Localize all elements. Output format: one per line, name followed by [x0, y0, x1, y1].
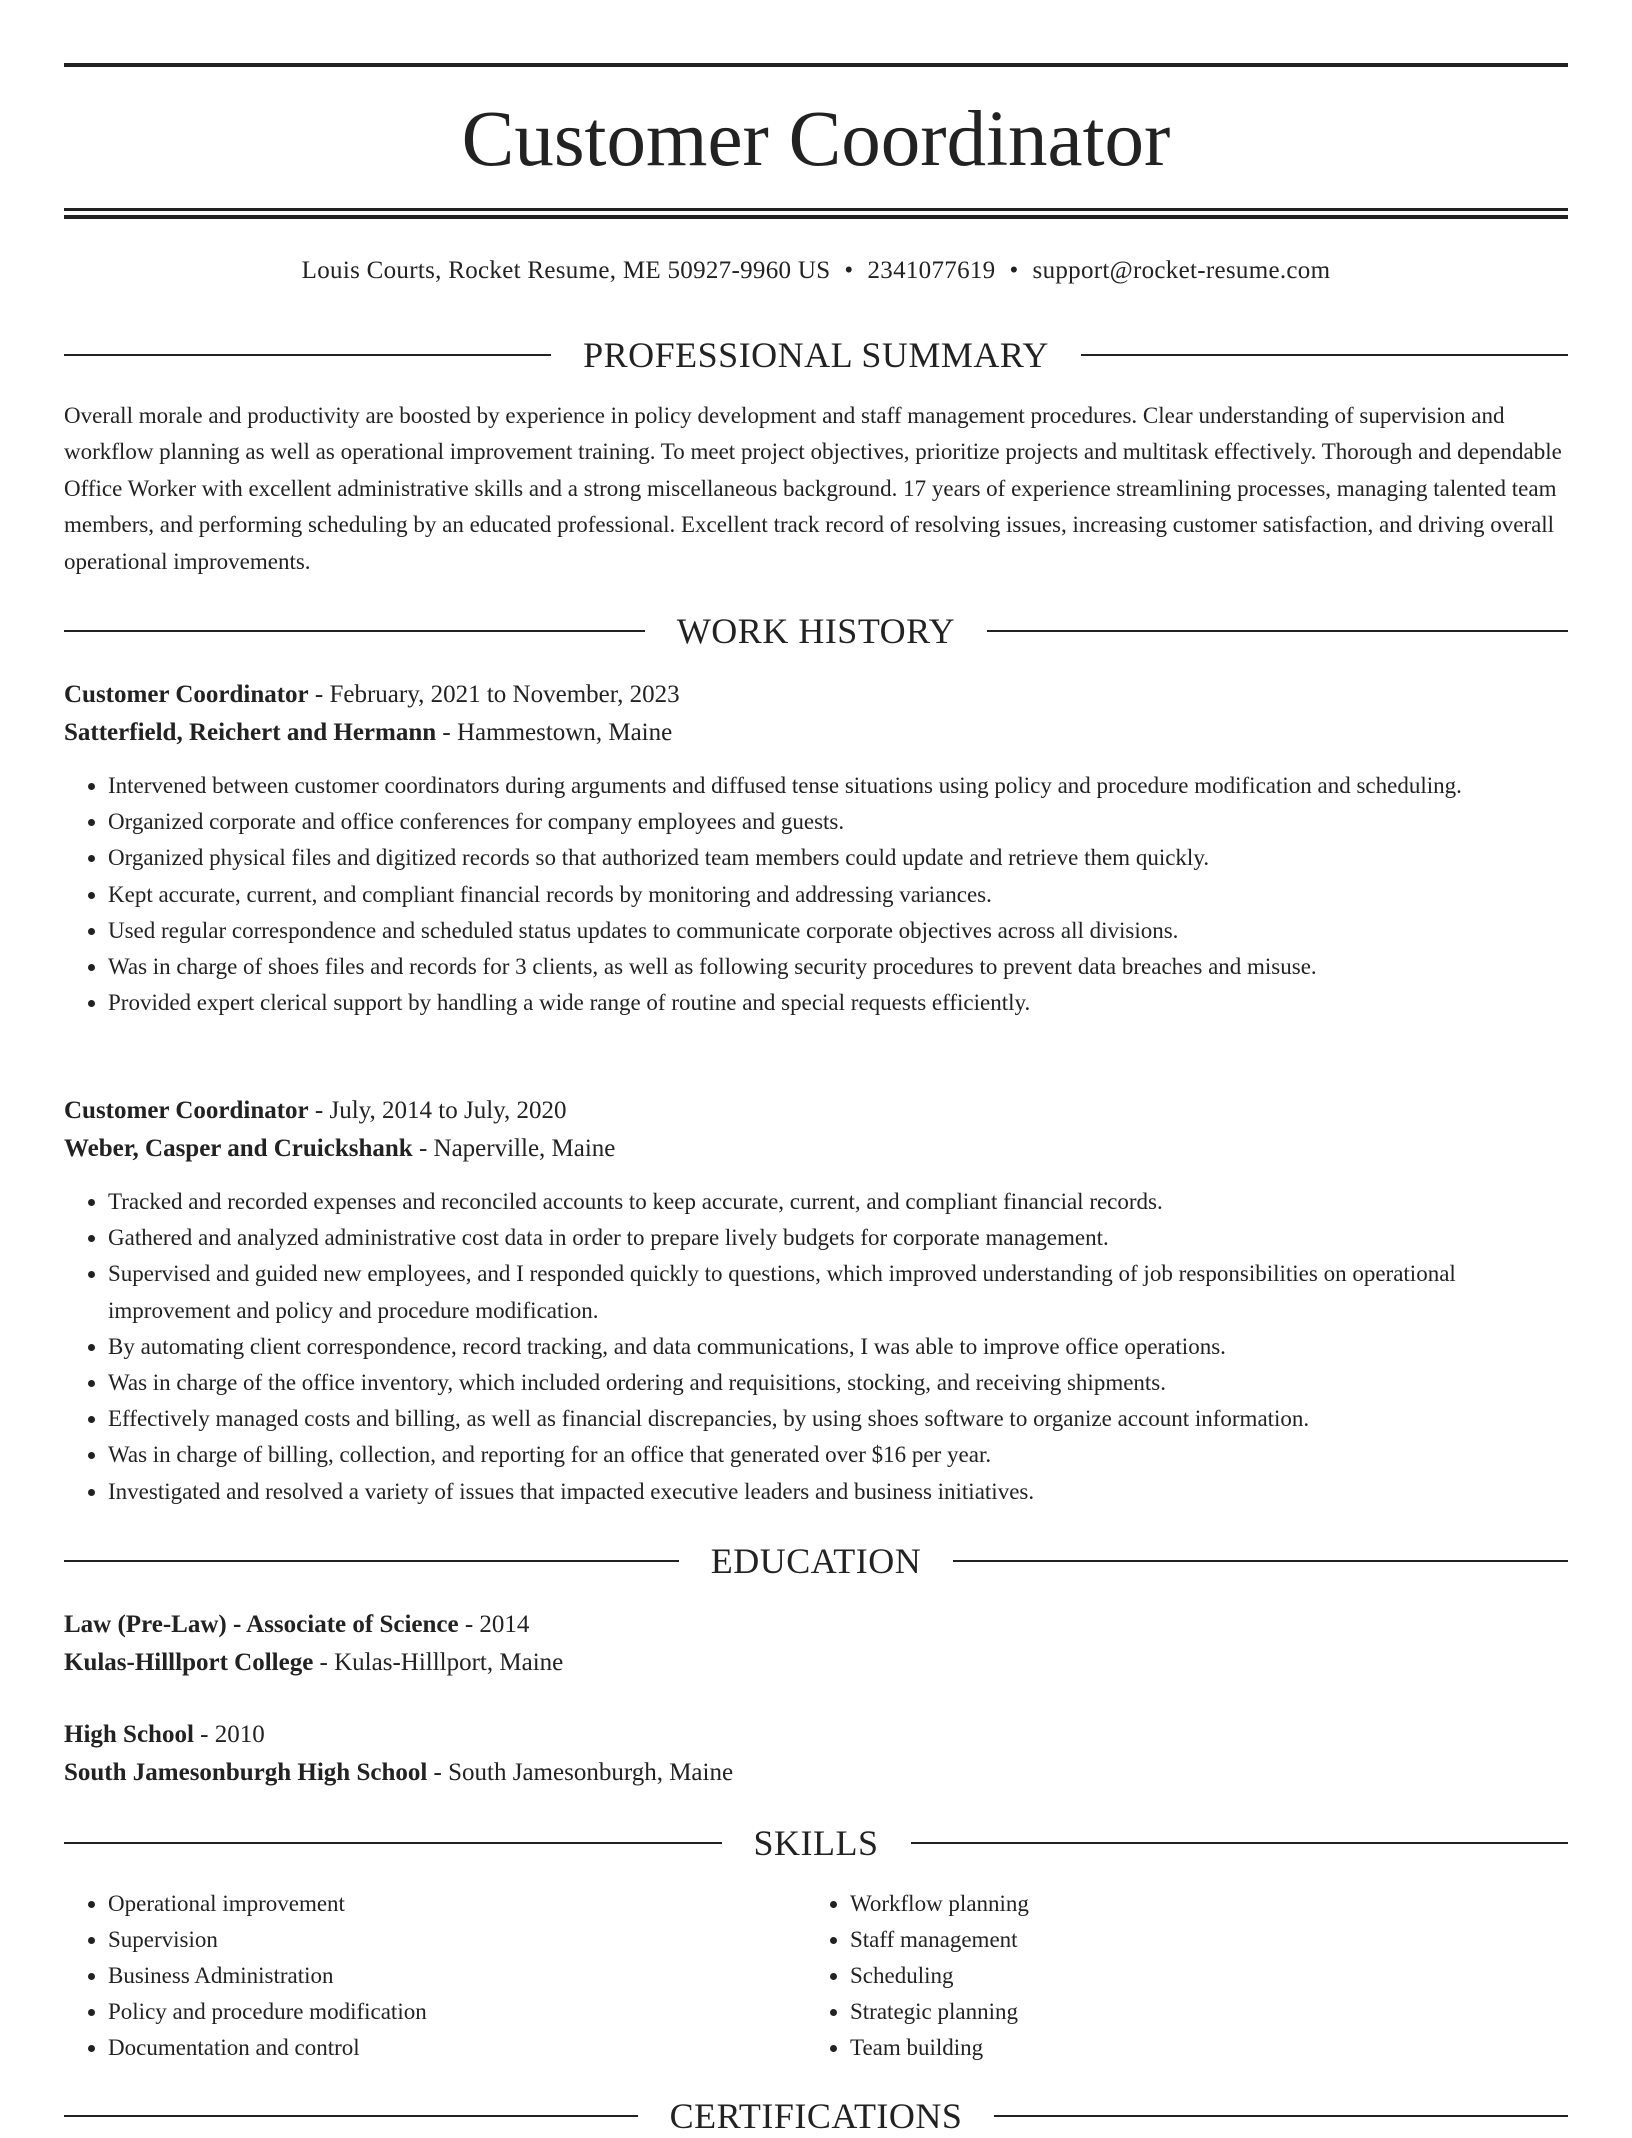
job-title: Customer Coordinator	[64, 1097, 309, 1124]
job-title: Customer Coordinator	[64, 681, 309, 708]
education-school-line	[64, 1754, 1568, 1792]
section-rule-right	[1081, 354, 1568, 356]
resume-name: Customer Coordinator	[461, 96, 1171, 183]
job-company-line	[64, 714, 1568, 752]
job-bullet: • Organized physical files and digitized records so that authorized team members could update and retrieve them quickly.	[108, 840, 1568, 876]
section-rule-right	[911, 1842, 1569, 1844]
skill-item: • Workflow planning	[850, 1886, 1550, 1922]
skills-list-right	[806, 1886, 1550, 2066]
section-rule-left	[64, 354, 551, 356]
section-title-certifications: CERTIFICATIONS	[669, 2096, 963, 2136]
education-school: Kulas-Hilllport College	[64, 1649, 314, 1676]
job-bullet: • Provided expert clerical support by handling a wide range of routine and special requests efficiently.	[108, 985, 1568, 1021]
job-title-line	[64, 676, 1568, 714]
job-bullet-list	[64, 1184, 1568, 1510]
skill-item: • Scheduling	[850, 1958, 1550, 1994]
job-bullet: • Investigated and resolved a variety of issues that impacted executive leaders and business initiatives.	[108, 1474, 1568, 1510]
education-degree-line	[64, 1606, 1568, 1644]
job-location: - Hammestown, Maine	[436, 719, 673, 746]
job-bullet: • By automating client correspondence, record tracking, and data communications, I was able to improve office operations.	[108, 1329, 1568, 1365]
education-year: - 2014	[458, 1611, 530, 1638]
job-dates: - February, 2021 to November, 2023	[308, 681, 680, 708]
section-rule-left	[64, 1560, 679, 1562]
section-title-summary: PROFESSIONAL SUMMARY	[583, 335, 1049, 375]
skill-item: • Staff management	[850, 1922, 1550, 1958]
contact-address: Louis Courts, Rocket Resume, ME 50927-9960 US	[301, 257, 831, 284]
job-bullet: • Was in charge of billing, collection, and reporting for an office that generated over $16 per year.	[108, 1437, 1568, 1473]
header-double-rule-lower	[64, 215, 1568, 219]
job-entry	[64, 676, 1568, 1021]
education-entry	[64, 1606, 1568, 1682]
contact-separator: •	[1009, 257, 1019, 284]
skill-item: • Team building	[850, 2030, 1550, 2066]
section-title-work: WORK HISTORY	[676, 611, 956, 651]
contact-separator: •	[844, 257, 854, 284]
section-header-work	[64, 609, 1568, 653]
education-year: - 2010	[193, 1721, 265, 1748]
job-bullet: • Gathered and analyzed administrative cost data in order to prepare lively budgets for corporate management.	[108, 1220, 1568, 1256]
education-location: - Kulas-Hilllport, Maine	[313, 1649, 564, 1676]
job-bullet: • Supervised and guided new employees, and I responded quickly to questions, which improved understanding of job responsibilities on operational improvement and policy and procedure modification.	[108, 1256, 1568, 1328]
job-bullet: • Organized corporate and office conferences for company employees and guests.	[108, 804, 1568, 840]
education-location: - South Jamesonburgh, Maine	[427, 1759, 734, 1786]
header-double-rule-upper	[64, 208, 1568, 211]
job-bullet: • Kept accurate, current, and compliant financial records by monitoring and addressing variances.	[108, 877, 1568, 913]
skills-list-left	[64, 1886, 808, 2066]
job-bullet-list	[64, 768, 1568, 1021]
section-rule-right	[994, 2115, 1568, 2117]
job-location: - Naperville, Maine	[412, 1135, 616, 1162]
education-degree: Law (Pre-Law) - Associate of Science	[64, 1611, 459, 1638]
job-company-line	[64, 1130, 1568, 1168]
header-top-rule	[64, 63, 1568, 67]
education-school-line	[64, 1644, 1568, 1682]
section-rule-left	[64, 1842, 722, 1844]
job-company: Weber, Casper and Cruickshank	[64, 1135, 413, 1162]
job-bullet: • Was in charge of shoes files and records for 3 clients, as well as following security procedures to prevent data breaches and misuse.	[108, 949, 1568, 985]
section-title-education: EDUCATION	[710, 1541, 922, 1581]
education-degree-line	[64, 1716, 1568, 1754]
section-header-summary	[64, 333, 1568, 377]
education-entry	[64, 1716, 1568, 1792]
skill-item: • Supervision	[108, 1922, 808, 1958]
section-rule-right	[953, 1560, 1568, 1562]
job-bullet: • Tracked and recorded expenses and reconciled accounts to keep accurate, current, and compliant financial records.	[108, 1184, 1568, 1220]
job-dates: - July, 2014 to July, 2020	[308, 1097, 567, 1124]
section-header-education	[64, 1539, 1568, 1583]
summary-text: Overall morale and productivity are boosted by experience in policy development and staff management procedures. Clear understanding of supervision and workflow planning as well as operational improvement training. To meet project objectives, prioritize projects and multitask effectively. Thorough and dependable Office Worker with excellent administrative skills and a strong miscellaneous background. 17 years of experience streamlining processes, managing talented team members, and performing scheduling by an educated professional. Excellent track record of resolving issues, increasing customer satisfaction, and driving overall operational improvements.	[64, 403, 1562, 574]
section-title-skills: SKILLS	[753, 1823, 879, 1863]
section-header-certifications	[64, 2094, 1568, 2138]
job-title-line	[64, 1092, 1568, 1130]
job-bullet: • Intervened between customer coordinators during arguments and diffused tense situations using policy and procedure modification and scheduling.	[108, 768, 1568, 804]
skill-item: • Operational improvement	[108, 1886, 808, 1922]
section-rule-left	[64, 630, 645, 632]
section-rule-left	[64, 2115, 638, 2117]
job-entry	[64, 1092, 1568, 1510]
education-degree: High School	[64, 1721, 194, 1748]
skill-item: • Strategic planning	[850, 1994, 1550, 2030]
section-header-skills	[64, 1821, 1568, 1865]
job-bullet: • Used regular correspondence and scheduled status updates to communicate corporate objectives across all divisions.	[108, 913, 1568, 949]
education-school: South Jamesonburgh High School	[64, 1759, 428, 1786]
job-bullet: • Was in charge of the office inventory, which included ordering and requisitions, stocking, and receiving shipments.	[108, 1365, 1568, 1401]
contact-email: support@rocket-resume.com	[1032, 257, 1331, 284]
contact-phone: 2341077619	[867, 257, 996, 284]
skill-item: • Policy and procedure modification	[108, 1994, 808, 2030]
contact-line	[64, 252, 1568, 290]
job-bullet: • Effectively managed costs and billing, as well as financial discrepancies, by using shoes software to organize account information.	[108, 1401, 1568, 1437]
skill-item: • Documentation and control	[108, 2030, 808, 2066]
job-company: Satterfield, Reichert and Hermann	[64, 719, 437, 746]
skill-item: • Business Administration	[108, 1958, 808, 1994]
section-rule-right	[987, 630, 1568, 632]
